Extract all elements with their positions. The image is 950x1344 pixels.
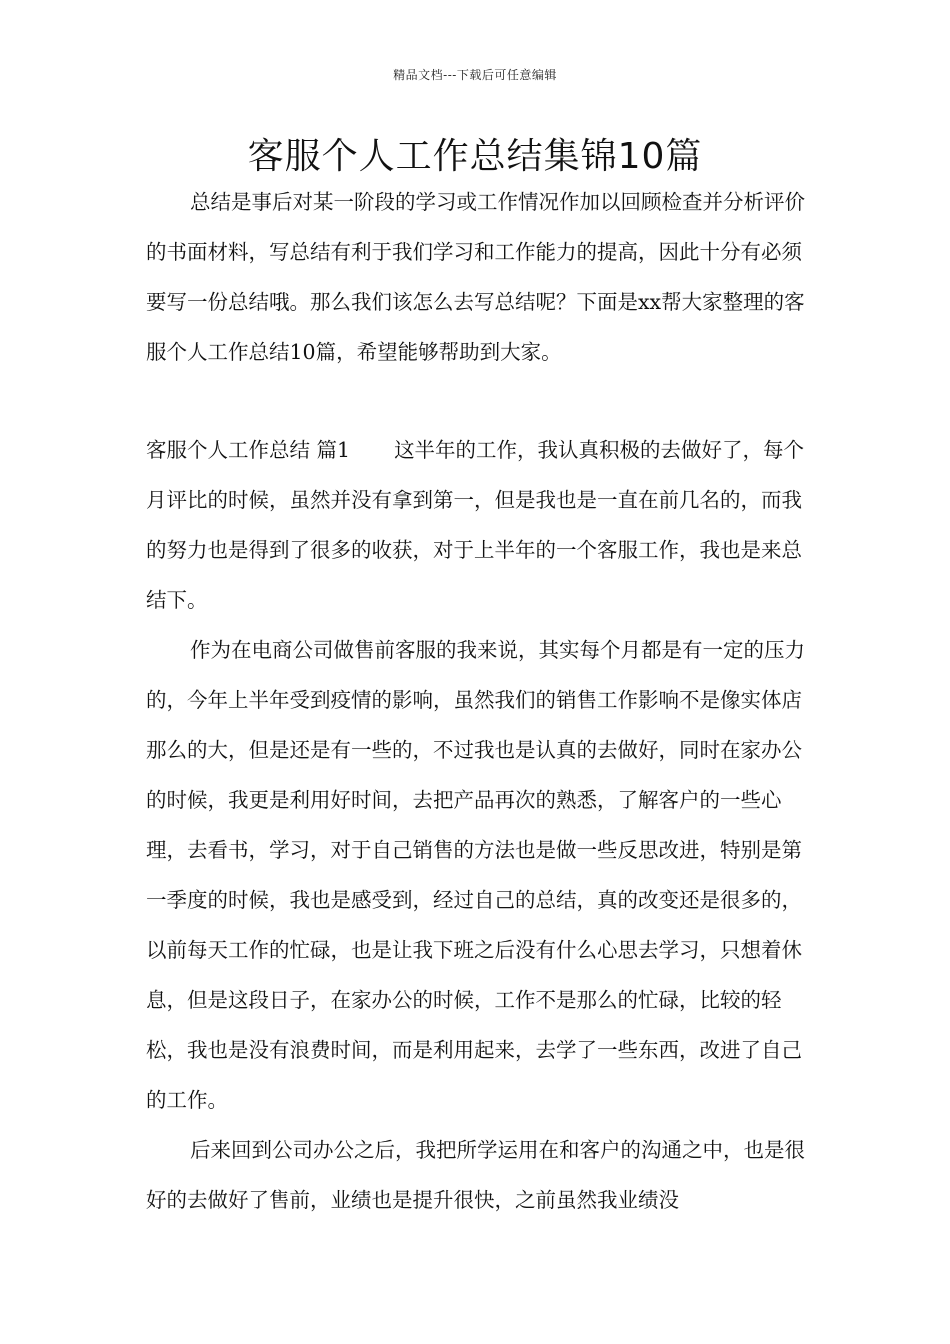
section-1-paragraph [146, 425, 812, 625]
body-paragraph-3: 后来回到公司办公之后，我把所学运用在和客户的沟通之中，也是很好的去做好了售前，业绩也是提升很快，之前虽然我业绩没 [146, 1138, 805, 1212]
document-title: 客服个人工作总结集锦10篇 [247, 136, 703, 177]
header-note: 精品文档---下载后可任意编辑 [393, 68, 557, 82]
section-1-text: 这半年的工作，我认真积极的去做好了，每个月评比的时候，虽然并没有拿到第一，但是我也是一直在前几名的，而我的努力也是得到了很多的收获，对于上半年的一个客服工作，我也是来总结下。 [146, 438, 805, 612]
section-1-heading: 客服个人工作总结 篇1 [146, 438, 351, 462]
intro-paragraph: 总结是事后对某一阶段的学习或工作情况作加以回顾检查并分析评价的书面材料，写总结有利于我们学习和工作能力的提高，因此十分有必须要写一份总结哦。那么我们该怎么去写总结呢？下面是xx帮大家整理的客服个人工作总结10篇，希望能够帮助到大家。 [146, 190, 805, 364]
body-paragraph-2: 作为在电商公司做售前客服的我来说，其实每个月都是有一定的压力的，今年上半年受到疫情的影响，虽然我们的销售工作影响不是像实体店那么的大，但是还是有一些的，不过我也是认真的去做好，同时在家办公的时候，我更是利用好时间，去把产品再次的熟悉，了解客户的一些心理，去看书，学习，对于自己销售的方法也是做一些反思改进，特别是第一季度的时候，我也是感受到，经过自己的总结，真的改变还是很多的，以前每天工作的忙碌，也是让我下班之后没有什么心思去学习，只想着休息，但是这段日子，在家办公的时候，工作不是那么的忙碌，比较的轻松，我也是没有浪费时间，而是利用起来，去学了一些东西，改进了自己的工作。 [146, 638, 805, 1112]
